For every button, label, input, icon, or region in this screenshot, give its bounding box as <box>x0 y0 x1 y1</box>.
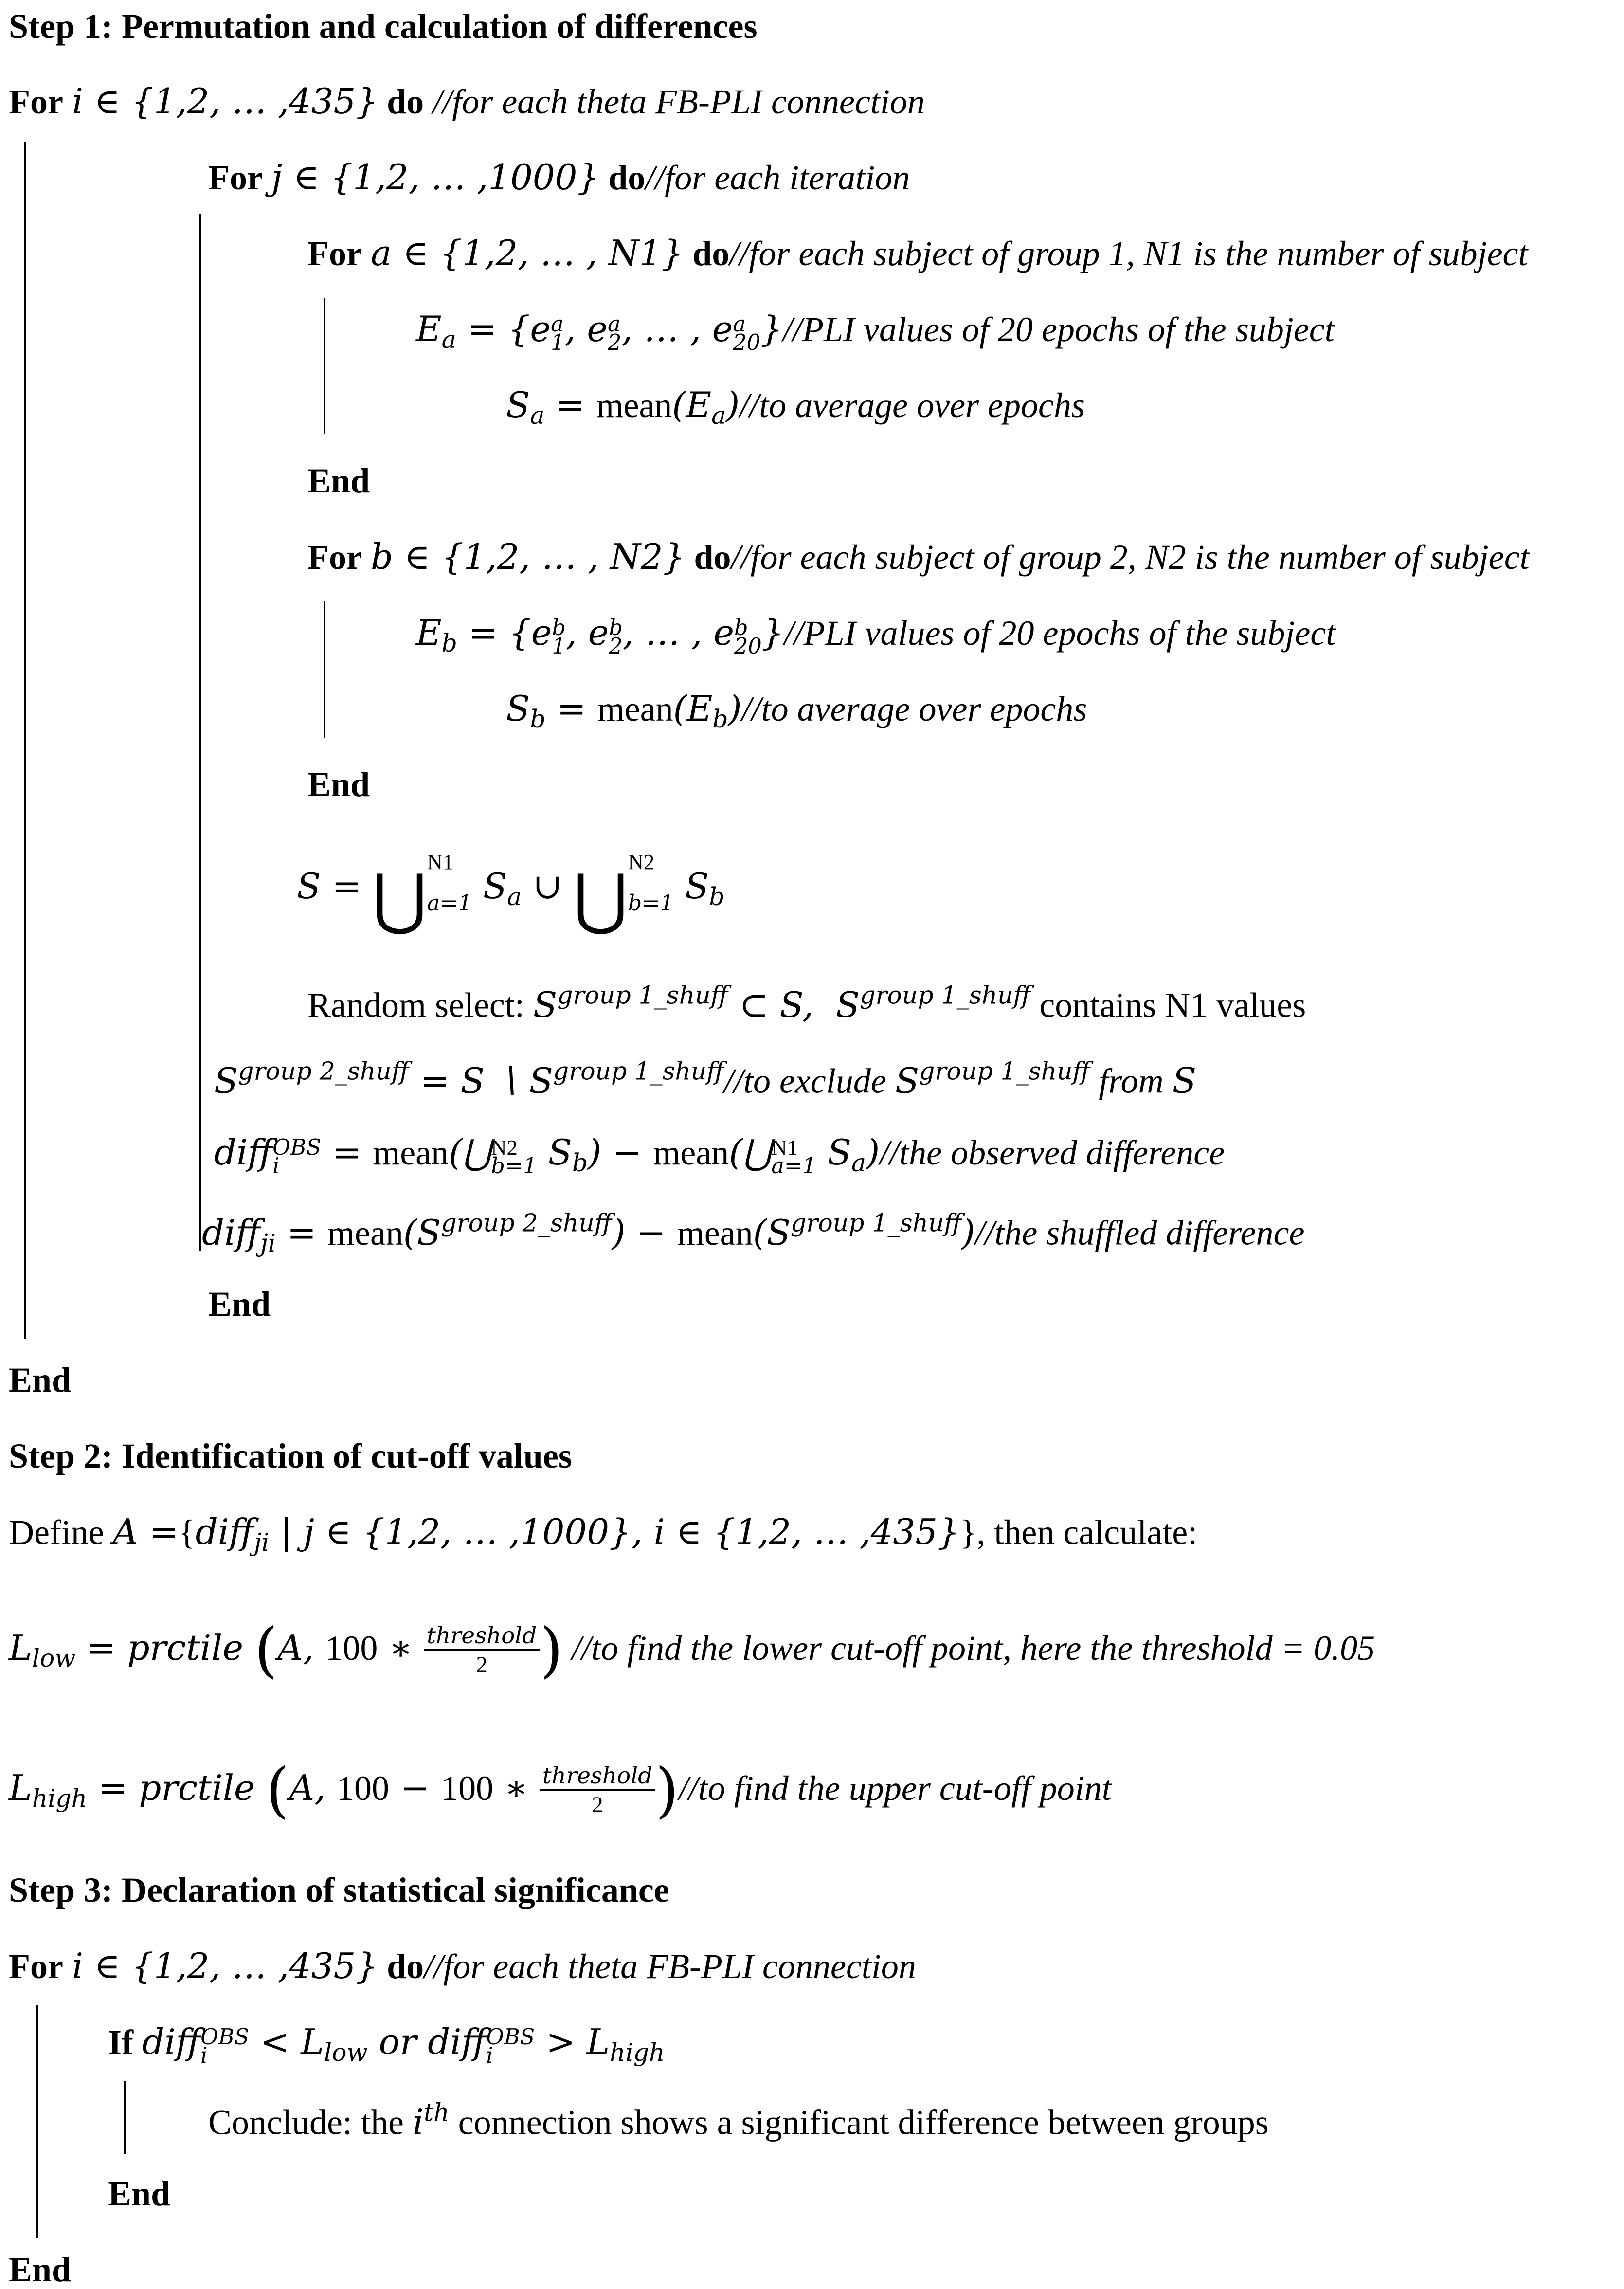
step2-heading: Step 2: Identification of cut-off values <box>9 1436 572 1475</box>
union-line: S = ⋃ N1 a=1 $S_a$ ∪ ⋃ N2 b=1 $S_b$ <box>297 849 725 938</box>
step1-for-a-line <box>307 233 1528 273</box>
loop-i-bar-step3 <box>36 2005 38 2238</box>
for-i-expr: i ∈ {1,2, … ,435} <box>72 1945 379 1986</box>
sa-line: $S_a$ = $mean(E_a)//to$ average over epochs <box>506 384 1085 430</box>
if-bar <box>124 2081 126 2154</box>
end-a-keyword: End <box>307 461 370 500</box>
end-i-keyword-step3: End <box>9 2250 72 2289</box>
end-i-keyword: End <box>9 1361 72 1399</box>
end-b-keyword: End <box>307 765 370 804</box>
group2-from: from <box>1099 1061 1164 1101</box>
define-line: Define A ={diff$_{ji}$ | j ∈ {1,2, … ,1000}, i ∈ {1,2, … ,435}}, then calculate: <box>9 1511 1198 1557</box>
conclude-prefix: Conclude: the <box>208 2103 404 2142</box>
step1-for-j-line <box>208 157 910 198</box>
random-select-line: Random select: $S^{group 1\_shuff}$ ⊂ S, $S^{group 1\_shuff}$ contains N1 values <box>307 981 1306 1025</box>
for-a-expr: a ∈ {1,2, … , N1} <box>370 233 684 273</box>
l-high-line: $L_{high}$ = prctile (A, 100 − 100 ∗ $\frac{\text{threshold}}{2}$ )//to find the upper cut-off point <box>9 1755 1112 1825</box>
for-keyword: For <box>9 1947 63 1986</box>
conclude-line: Conclude: the $i^{th}$ connection shows a significant difference between groups <box>208 2098 1269 2143</box>
define-prefix: Define <box>9 1513 104 1552</box>
for-i-comment: //for each theta FB-PLI connection <box>433 82 925 121</box>
sa-comment: //to average over epochs <box>740 386 1085 425</box>
for-j-expr: j ∈ {1,2, … ,1000} <box>271 157 600 198</box>
do-keyword: do <box>694 538 731 577</box>
for-keyword: For <box>9 82 63 121</box>
sb-comment: //to average over epochs <box>741 690 1087 728</box>
ea-comment: //PLI values of 20 epochs of the subject <box>783 310 1335 349</box>
random-select-suffix: contains N1 values <box>1039 985 1306 1025</box>
end-j-keyword: End <box>208 1285 271 1324</box>
for-i-expr: i ∈ {1,2, … ,435} <box>72 81 379 122</box>
for-b-comment: //for each subject of group 2, N2 is the number of subject <box>731 538 1530 577</box>
do-keyword: do <box>692 234 730 273</box>
conclude-suffix: connection shows a significant difference between groups <box>458 2103 1269 2142</box>
for-keyword: For <box>307 234 362 273</box>
do-keyword: do <box>387 1947 424 1986</box>
l-low-line: $L_{low}$ = prctile (A, 100 ∗ $\frac{\text{threshold}}{2}$ ) //to find the lower cut-off point, here the threshold = 0.05 <box>9 1615 1375 1685</box>
l-low-comment: //to find the lower cut-off point, here the threshold = 0.05 <box>572 1628 1375 1668</box>
for-j-comment: //for each iteration <box>645 158 910 197</box>
loop-a-bar <box>324 298 325 434</box>
loop-j-bar <box>199 214 201 1251</box>
diff-obs-comment: //the observed difference <box>880 1133 1225 1172</box>
sb-line: $S_b$ = $mean(E_b)//to$ average over epochs <box>506 688 1087 734</box>
diff-ji-comment: //the shuffled difference <box>975 1213 1305 1253</box>
group2-comment: //to exclude <box>723 1061 886 1101</box>
step3-heading: Step 3: Declaration of statistical significance <box>9 1871 669 1909</box>
end-if-keyword: End <box>108 2174 171 2213</box>
for-keyword: For <box>208 158 263 197</box>
for-i-comment: //for each theta FB-PLI connection <box>424 1947 916 1986</box>
eb-line: $E_b = \{e$ b 1 , e b 2 , … , e b 20 }//PLI values of 20 epochs of the subject <box>416 612 1336 659</box>
group2-line: $S^{group 2\_shuff} = S$ ∖ $S^{group 1\_shuff}//to$ exclude $S^{group 1\_shuff}$ from S <box>214 1056 1196 1101</box>
for-a-comment: //for each subject of group 1, N1 is the number of subject <box>729 234 1528 273</box>
step3-for-i-line <box>9 1945 916 1986</box>
define-suffix: , then calculate: <box>976 1513 1198 1552</box>
step1-for-b-line <box>307 536 1530 577</box>
loop-b-bar <box>324 601 325 738</box>
loop-i-bar <box>24 142 26 1339</box>
for-keyword: For <box>307 538 362 577</box>
do-keyword: do <box>387 82 424 121</box>
step1-for-i-line <box>9 81 925 122</box>
ea-line: $E_a = \{e$ a 1 , e a 2 , … , e a 20 }//PLI values of 20 epochs of the subject <box>416 309 1335 355</box>
step1-heading: Step 1: Permutation and calculation of differences <box>9 7 758 46</box>
random-select-prefix: Random select: <box>307 985 524 1025</box>
do-keyword: do <box>608 158 646 197</box>
diff-obs-line: diff OBS i = mean(⋃ N2 b=1 $S_b$) − mean(⋃ N1 a=1 $S_a)/$/the observed difference <box>214 1132 1225 1179</box>
for-b-expr: b ∈ {1,2, … , N2} <box>370 536 686 577</box>
l-high-comment: //to find the upper cut-off point <box>678 1768 1112 1808</box>
if-keyword: If <box>108 2023 133 2062</box>
diff-ji-line: diff$_{ji}$ = $mean(S^{group 2\_shuff})$ − $mean(S^{group 1\_shuff})/$/the shuffled difference <box>202 1208 1305 1257</box>
eb-comment: //PLI values of 20 epochs of the subject <box>784 614 1336 653</box>
if-line: If diff OBS i < $L_{low}$ or diff OBS i > $L_{high}$ <box>108 2021 665 2068</box>
